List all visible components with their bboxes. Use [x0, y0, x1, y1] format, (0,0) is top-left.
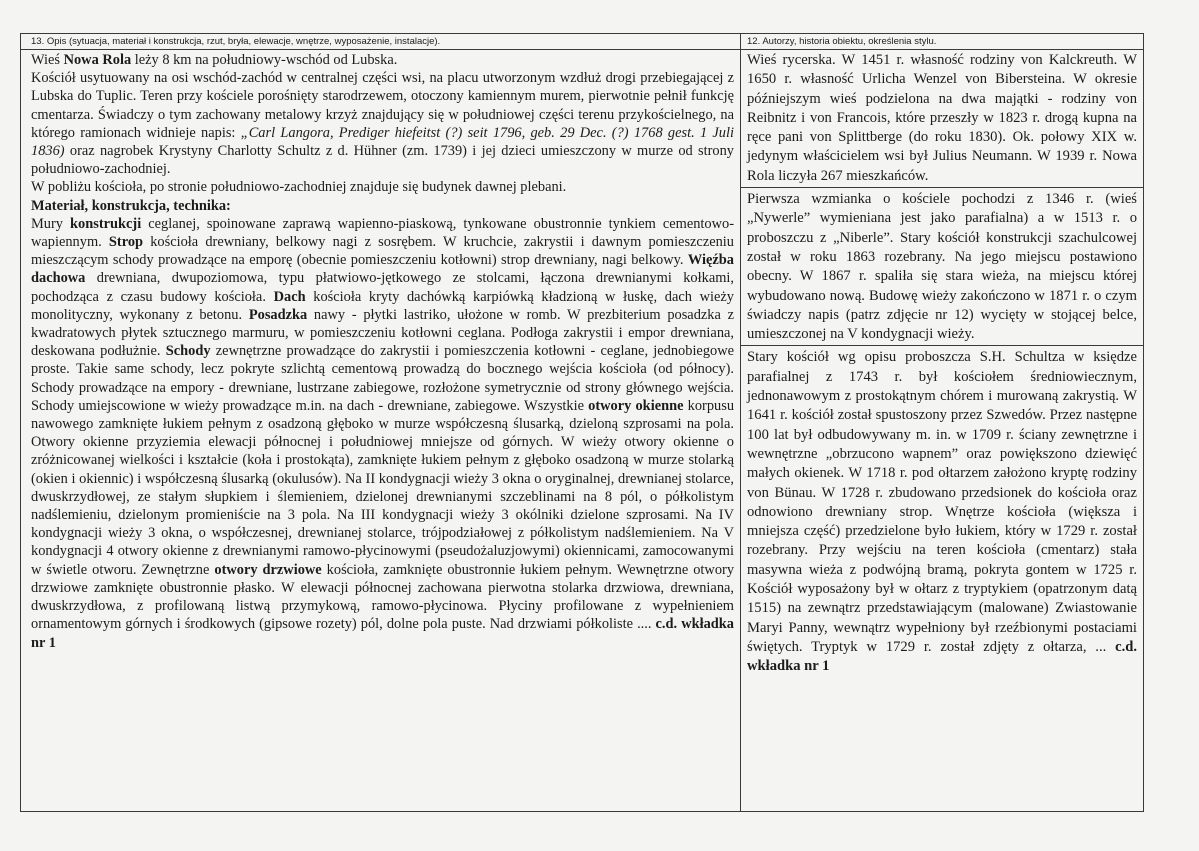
- paragraph-rectory: W pobliżu kościoła, po stronie południowo-zachodniej znajduje się budynek dawnej plebani.: [31, 179, 567, 196]
- paragraph-construction: Mury konstrukcji ceglanej, spoinowane zaprawą wapienno-piaskową, tynkowane obustronnie tynkiem cementowo-wapiennym. Strop kościoła drewniany, belkowy nagi z sosrębem. W kruchcie, zakrystii i dawnym pomieszczeniu mieszczącym schody prowadzące na emporę (obecnie pomieszczeniu kotłowni) strop drewniany, nagi belkowy. Więźba dachowa drewniana, dwupoziomowa, typu płatwiowo-jętkowego ze stolcami, łączona drewnianymi kołkami, pochodząca z czasu budowy kościoła. Dach kościoła kryty dachówką karpiówką kładzioną w łuskę, dach wieży monolityczny, wykonany z betonu. Posadzka nawy - płytki lastriko, ułożone w romb. W prezbiterium posadzka z kwadratowych płytek sztucznego marmuru, w pomieszczeniu kotłowni ceglana. Podłoga zakrystii i empor drewniana, deskowana podłużnie. Schody zewnętrzne prowadzące do zakrystii i pomieszczenia kotłowni - ceglane, jednobiegowe proste. Takie same schody, lecz pokryte szlichtą cementową prowadzą do bocznego wejścia kościoła (od północy). Schody prowadzące na empory - drewniane, lustrzane zabiegowe, rozłożone symetrycznie od strony głównego wejścia. Schody umiejscowione w wieży prowadzące m.in. na dach - drewniane, zabiegowe. Wszystkie otwory okienne korpusu nawowego zamknięte łukiem pełnym z osadzoną głęboko w murze współczesną ślusarką, dzieloną szprosami na pola. Otwory okienne przyziemia elewacji północnej i południowej mniejsze od górnych. W wieży otwory okienne o zróżnicowanej wielkości i kształcie (koła i prostokąta), zamknięte łukiem pełnym z głęboko osadzoną w murze stolarką (okien i okiennic) i współczesną ślusarką (okulusów). Na II kondygnacji wieży 3 okna o oryginalnej, drewnianej stolarce, dwuskrzydłowej, ze stałym słupkiem i ślemieniem, dzielonej drewnianymi szczeblinami na 8 pól, o półkolistym nadślemieniu, dzielonym promieniście na 3 pola. Na III kondygnacji wieży 3 okólniki dzielone szprosami. Na IV kondygnacji wieży 3 okna, o współczesnej, drewnianej stolarce, trójpodziałowej z półkolistym nadślemieniem. Na V kondygnacji 4 otwory okienne z drewnianymi ramowo-płycinowymi (pseudożaluzjowymi) okiennicami, zamocowanymi w świetle otworu. Zewnętrzne otwory drzwiowe kościoła, zamknięte obustronnie łukiem pełnym. Wewnętrzne otwory drzwiowe zamknięte obustronnie płasko. W elewacji północnej zachowana pierwotna stolarka drzwiowa, drewniana, dwuskrzydłowa, z profilowaną listwą przymykową, ramowo-płycinowa. Płyciny profilowane z wypełnieniem ornamentowym górnych i środkowych (gipsowe rozety) pól, dolne pola puste. Nad drzwiami półkoliste .... c.d. wkładka nr 1: [31, 215, 735, 651]
- paragraph-church-history: Pierwsza wzmianka o kościele pochodzi z 1346 r. (wieś „Nywerle” wymieniana jest jako parafialna) a w 1513 r. o proboszczu z „Niberle”. Stary kościół konstrukcji szachulcowej został w roku 1863 rozebrany. Na jego miejscu postawiono obecny. W 1867 r. spaliła się stara wieża, na miejscu której wybudowano nową. Budowę wieży zakończono w 1871 r. o czym świadczy napis (patrz zdjęcie nr 12) wycięty w stojącej belce, umieszczonej na V kondygnacji wieży.: [747, 191, 1137, 343]
- description-text: [31, 51, 734, 652]
- section-12-header: 12. Autorzy, historia obiektu, określenia stylu.: [741, 34, 1143, 50]
- continued-note: c.d. wkładka nr 1: [31, 616, 734, 651]
- paragraph-situation: Kościół usytuowany na osi wschód-zachód w centralnej części wsi, na placu utworzonym wzdłuż drogi przebiegającej z Lubska do Tuplic. Teren przy kościele porośnięty starodrzewem, otoczony kamiennym murem, pierwotnie pełnił funkcję cmentarza. Świadczy o tym zachowany metalowy krzyż znajdujący się w południowej części terenu przykościelnego, na którego ramionach widnieje napis: „Carl Langora, Prediger hiefeitst (?) seit 1796, geb. 29 Dec. (?) 1768 gest. 1 Juli 1836) oraz nagrobek Krystyny Charlotty Schultz z d. Hühner (zm. 1739) i jej dzieci umieszczony w murze od strony południowo-zachodniej.: [31, 70, 734, 178]
- description-column: [21, 34, 741, 811]
- history-text: [747, 51, 1137, 677]
- paragraph-old-church: Stary kościół wg opisu proboszcza S.H. Schultza w księdze parafialnej z 1743 r. był kościołem średniowiecznym, jednonawowym z prostokątnym chórem i murowaną zakrystią. W 1641 r. kościół został spustoszony przez Szwedów. Przez następne 100 lat był odbudowywany m. in. w 1709 r. ściany zewnętrzne i wewnętrzne „obrzucono wapnem” oraz powiększono dziewięć małych okienek. W 1718 r. pod ołtarzem założono kryptę rodziny von Bünau. W 1728 r. zbudowano przedsionek do kościoła oraz odnowiono drewniany strop. Wnętrze kościoła (większa i mniejsza część) przedzielone było łukiem, który w 1729 r. został rozebrany. Przy wejściu na teren kościoła (cmentarz) stała masywna wieża z podwójną bramą, pokryta gontem w 1725 r. Kościół wyposażony był w ołtarz z tryptykiem (opatrzonym datą 1515) na zewnątrz przedstawiającym (malowane) Zwiastowanie Maryi Panny, wewnątrz wypełniony był rzeźbionymi postaciami świętych. Tryptyk w 1729 r. został zdjęty z ołtarza, ... c.d. wkładka nr 1: [747, 349, 1137, 675]
- section-13-header: 13. Opis (sytuacja, materiał i konstrukcja, rzut, bryła, elewacje, wnętrze, wyposażenie, instalacje).: [21, 34, 740, 50]
- paragraph-location: Wieś Nowa Rola leży 8 km na południowy-wschód od Lubska.: [31, 52, 398, 68]
- continued-note: c.d. wkładka nr 1: [747, 638, 1137, 675]
- divider: [741, 345, 1143, 346]
- divider: [741, 187, 1143, 188]
- section-heading-material: Materiał, konstrukcja, technika:: [31, 197, 231, 214]
- history-column: [741, 34, 1143, 811]
- paragraph-village-history: Wieś rycerska. W 1451 r. własność rodziny von Kalckreuth. W 1650 r. własność Urlicha Wenzel von Bibersteina. W okresie późniejszym wieś podzielona na dwa majątki - rodziny von Reibnitz i von Francois, które przeszły w 1823 r. drogą kupna na ręce pani von Splittberge (do roku 1830). Ok. połowy XIX w. jedynym właścicielem wsi był Julius Neumann. W 1939 r. Nowa Rola liczyła 267 mieszkańców.: [747, 52, 1137, 184]
- form-frame: [20, 33, 1144, 812]
